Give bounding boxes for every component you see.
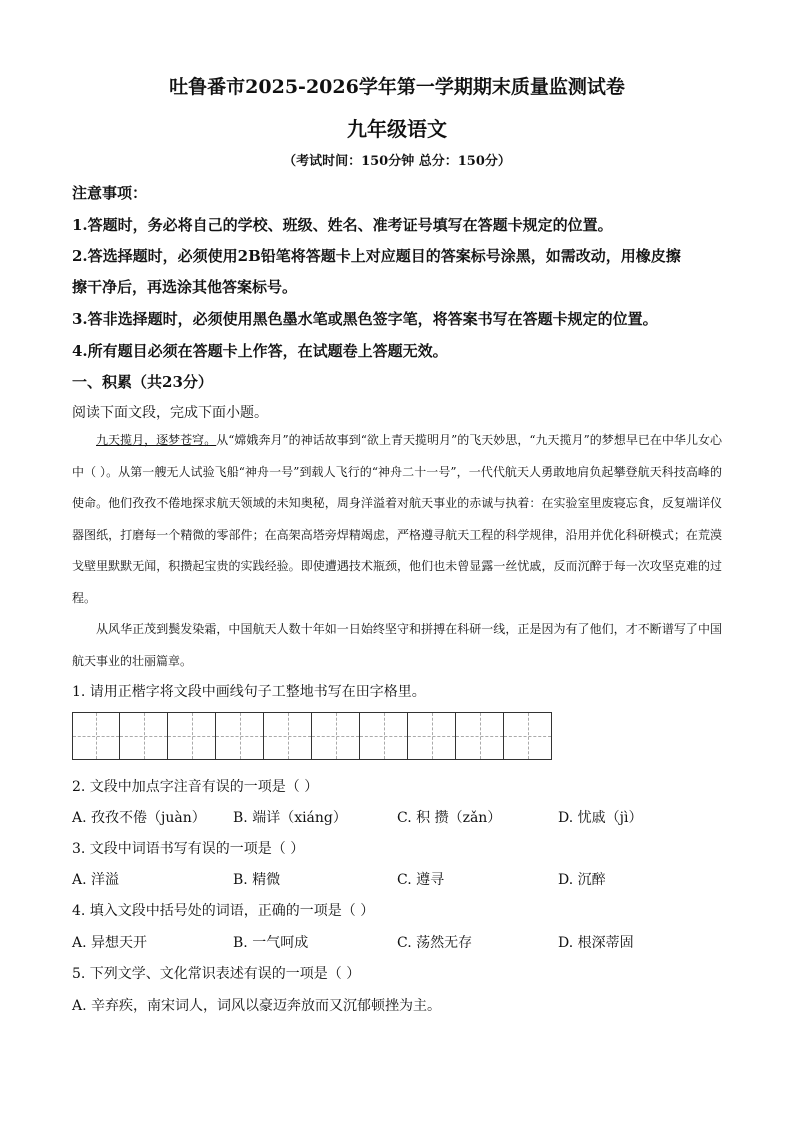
section-intro: 阅读下面文段，完成下面小题。 <box>72 405 268 421</box>
q2-option-b[interactable]: B. 端详（xiáng） <box>233 810 347 826</box>
passage-paragraph-2: 从风华正茂到鬓发染霜，中国航天人数十年如一日始终坚守和拼搏在科研一线，正是因为有了他们，才不断谱写了中国航天事业的壮丽篇章。 <box>72 622 722 668</box>
notice-item-1: 1.答题时，务必将自己的学校、班级、姓名、准考证号填写在答题卡规定的位置。 <box>72 216 613 234</box>
question-1: 1. 请用正楷字将文段中画线句子工整地书写在田字格里。 <box>72 684 426 700</box>
q3-option-d[interactable]: D. 沉醉 <box>558 872 606 888</box>
exam-title: 吐鲁番市2025-2026学年第一学期期末质量监测试卷 <box>169 76 625 98</box>
exam-info: （考试时间：150分钟 总分：150分） <box>283 154 511 169</box>
grid-cell[interactable] <box>504 712 552 760</box>
underlined-sentence: 九天揽月，逐梦苍穹。 <box>96 433 217 447</box>
question-4: 4. 填入文段中括号处的词语，正确的一项是（ ） <box>72 903 375 919</box>
q4-option-d[interactable]: D. 根深蒂固 <box>558 935 634 951</box>
question-5: 5. 下列文学、文化常识表述有误的一项是（ ） <box>72 966 361 982</box>
notice-item-3: 3.答非选择题时，必须使用黑色墨水笔或黑色签字笔，将答案书写在答题卡规定的位置。 <box>72 310 658 328</box>
grid-cell[interactable] <box>456 712 504 760</box>
q3-option-a[interactable]: A. 洋溢 <box>72 872 120 888</box>
writing-grid[interactable] <box>72 712 552 760</box>
q5-option-a[interactable]: A. 辛弃疾，南宋词人，词风以豪迈奔放而又沉郁顿挫为主。 <box>72 998 442 1014</box>
q3-option-b[interactable]: B. 精微 <box>233 872 281 888</box>
grid-cell[interactable] <box>120 712 168 760</box>
grid-cell[interactable] <box>360 712 408 760</box>
passage-text: 从“嫦娥奔月”的神话故事到“欲上青天揽明月”的飞天妙思，“九天揽月”的梦想早已在中华儿女心中（ ）。从第一艘无人试验飞船“神舟一号”到载人飞行的“神舟二十一号”，一代代航天人勇敢地肩负起攀登航天科技高峰的使命。他们孜孜不倦地探求航天领域的未知奥秘，周身洋溢着对航天事业的赤诚与执着：在实验室里废寝忘食，反复端详仪器图纸，打磨每一个精微的零部件；在高架高塔旁焊精竭虑，严格遵寻航天工程的科学规律，沿用并优化科研模式；在荒漠戈壁里默默无闻，积攒起宝贵的实践经验。即使遭遇技术瓶颈，他们也未曾显露一丝忧戚，反而沉醉于每一次攻坚克难的过程。 <box>72 433 722 605</box>
q4-option-b[interactable]: B. 一气呵成 <box>233 935 309 951</box>
q2-option-a[interactable]: A. 孜孜不倦（juàn） <box>72 810 206 826</box>
section-heading: 一、积累（共23分） <box>72 373 213 391</box>
grid-cell[interactable] <box>216 712 264 760</box>
grid-cell[interactable] <box>312 712 360 760</box>
grid-cell[interactable] <box>408 712 456 760</box>
passage-paragraph-1 <box>72 425 722 614</box>
notice-item-2b: 擦干净后，再选涂其他答案标号。 <box>72 278 298 296</box>
question-2: 2. 文段中加点字注音有误的一项是（ ） <box>72 779 319 795</box>
question-3: 3. 文段中词语书写有误的一项是（ ） <box>72 841 305 857</box>
q2-option-d[interactable]: D. 忧戚（jì） <box>558 810 643 826</box>
q4-option-a[interactable]: A. 异想天开 <box>72 935 148 951</box>
q2-option-c[interactable]: C. 积 攒（zǎn） <box>397 810 502 826</box>
q4-option-c[interactable]: C. 荡然无存 <box>397 935 473 951</box>
notice-heading: 注意事项： <box>72 184 148 202</box>
grid-cell[interactable] <box>72 712 120 760</box>
reading-passage <box>72 425 722 677</box>
notice-item-4: 4.所有题目必须在答题卡上作答，在试题卷上答题无效。 <box>72 342 448 360</box>
notice-item-2a: 2.答选择题时，必须使用2B铅笔将答题卡上对应题目的答案标号涂黑，如需改动，用橡皮擦 <box>72 247 681 265</box>
grid-cell[interactable] <box>264 712 312 760</box>
subject-title: 九年级语文 <box>347 117 447 141</box>
grid-cell[interactable] <box>168 712 216 760</box>
q3-option-c[interactable]: C. 遵寻 <box>397 872 445 888</box>
